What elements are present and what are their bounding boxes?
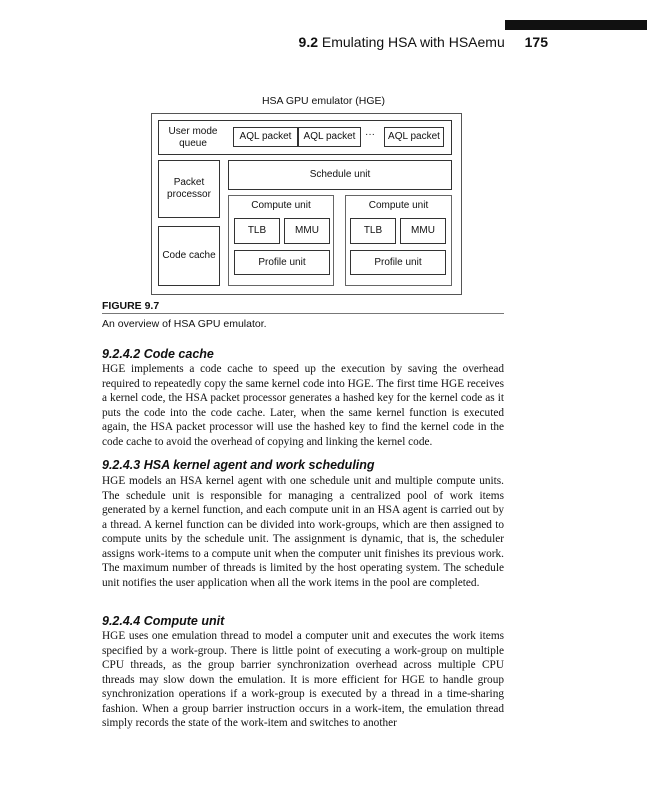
section-heading: 9.2.4.2 Code cache (102, 347, 214, 361)
packet-ellipsis: ··· (365, 129, 375, 140)
section-heading: 9.2.4.4 Compute unit (102, 614, 225, 628)
packet-processor-box: Packet processor (158, 160, 220, 218)
tlb-box: TLB (234, 218, 280, 244)
profile-unit-box: Profile unit (234, 250, 330, 275)
section-title: Emulating HSA with HSAemu (321, 34, 505, 50)
compute-unit-title: Compute unit (251, 200, 311, 211)
aql-packet-1: AQL packet (233, 127, 298, 147)
profile-unit-box: Profile unit (350, 250, 446, 275)
running-head (0, 34, 548, 50)
header-bar (505, 20, 647, 30)
figure-label: FIGURE 9.7 (102, 300, 160, 312)
mmu-box: MMU (400, 218, 446, 244)
figure-title: HSA GPU emulator (HGE) (261, 95, 386, 107)
caption-divider (102, 313, 504, 314)
section-body: HGE models an HSA kernel agent with one schedule unit and multiple compute units. The schedule unit is responsible for managing a centralized pool of work items generated by a kernel function, and each compute unit in an HSA agent is carried out by a thread. A kernel function can be divided into work-groups, which are then assigned to compute units by the schedule unit. The assignment is dynamic, that is, the scheduler assigns work-items to a compute unit when the computer unit finishes its previous work. The maximum number of threads is limited by the host operating system. The schedule unit notifies the user application when all the work items in the pool are completed. (102, 475, 504, 589)
figure-caption: An overview of HSA GPU emulator. (102, 318, 267, 330)
compute-unit-title: Compute unit (368, 200, 429, 211)
section-body: HGE uses one emulation thread to model a computer unit and executes the work items specified by a work-group. There is little point of executing a work-group on multiple CPU threads, as the group barrier synchronization overhead across multiple CPU threads may slow down the emulation. It is more efficient for HGE to handle group synchronization operations if a work-group is executed by a thread in a time-sharing fashion. When a group barrier instruction occurs in a work-item, the emulation thread simply records the state of the work-item and switches to another (102, 630, 504, 729)
user-mode-queue-label: User mode queue (168, 125, 218, 149)
section-number: 9.2 (298, 34, 318, 50)
mmu-box: MMU (284, 218, 330, 244)
code-cache-box: Code cache (158, 226, 220, 286)
tlb-box: TLB (350, 218, 396, 244)
section-heading: 9.2.4.3 HSA kernel agent and work scheduling (102, 458, 375, 472)
page-number: 175 (524, 34, 548, 50)
schedule-unit-box: Schedule unit (228, 160, 452, 190)
section-body: HGE implements a code cache to speed up the execution by saving the overhead required to repeatedly copy the same kernel code into HGE. The first time HGE receives a kernel code, the HSA packet processor generates a hashed key for the kernel code as it puts the code into the code cache. Later, when the same kernel function is executed again, the HSA packet processor will use the hashed key to find the kernel code in the code cache to avoid the overhead of copying and linking the kernel code. (102, 363, 504, 448)
aql-packet-2: AQL packet (298, 127, 361, 147)
aql-packet-3: AQL packet (384, 127, 444, 147)
